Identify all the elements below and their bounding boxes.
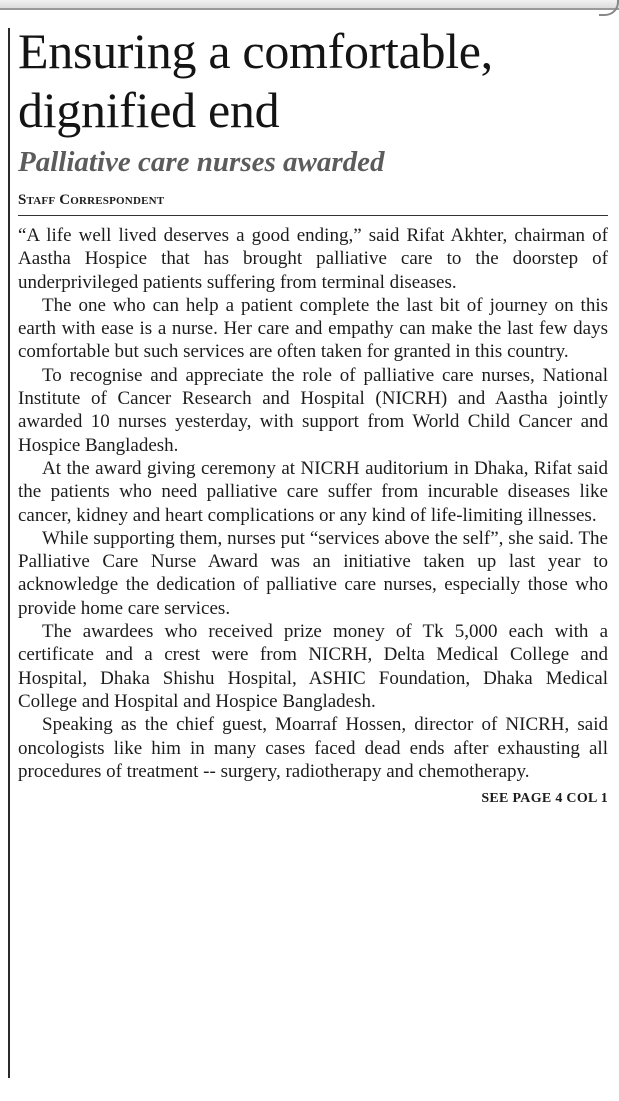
page-top-border — [0, 0, 619, 10]
paragraph-5: While supporting them, nurses put “services above the self”, she said. The Palliative Care Nurse Award was an initiative taken up last year to acknowledge the dedication of palliative care nurses, especially those who provide home care services. — [18, 527, 608, 619]
paragraph-4: At the award giving ceremony at NICRH auditorium in Dhaka, Rifat said the patients who need palliative care suffer from incurable diseases like cancer, kidney and heart complications or any kind of life-limiting illnesses. — [18, 457, 608, 526]
subheadline: Palliative care nurses awarded — [18, 146, 385, 178]
paragraph-7: Speaking as the chief guest, Moarraf Hossen, director of NICRH, said oncologists like him in many cases faced dead ends after exhausting all procedures of treatment -- surgery, radiotherapy and chemotherapy. — [18, 714, 608, 782]
continuation-note: SEE PAGE 4 COL 1 — [481, 791, 608, 807]
news-article — [18, 22, 608, 807]
headline: Ensuring a comfortable, dignified end — [18, 23, 493, 138]
paragraph-2: The one who can help a patient complete the last bit of journey on this earth with ease is a nurse. Her care and empathy can make the last few days comfortable but such services are often taken for granted in this country. — [18, 294, 608, 363]
byline-text: Staff Correspondent — [18, 192, 165, 208]
paragraph-6: The awardees who received prize money of Tk 5,000 each with a certificate and a crest were from NICRH, Delta Medical College and Hospital, Dhaka Shishu Hospital, ASHIC Foundation, Dhaka Medical College and Hospital and Hospice Bangladesh. — [18, 621, 608, 712]
article-body — [18, 224, 608, 783]
paragraph-1: “A life well lived deserves a good ending,” said Rifat Akhter, chairman of Aastha Hospice that has brought palliative care to the doorstep of underprivileged patients suffering from terminal diseases. — [18, 225, 608, 293]
paragraph-3: To recognise and appreciate the role of palliative care nurses, National Institute of Cancer Research and Hospital (NICRH) and Aastha jointly awarded 10 nurses yesterday, with support from World Child Cancer and Hospice Bangladesh. — [18, 364, 608, 456]
byline — [18, 192, 608, 216]
column-divider-rule — [8, 28, 10, 1078]
page-corner-curl — [599, 0, 619, 16]
